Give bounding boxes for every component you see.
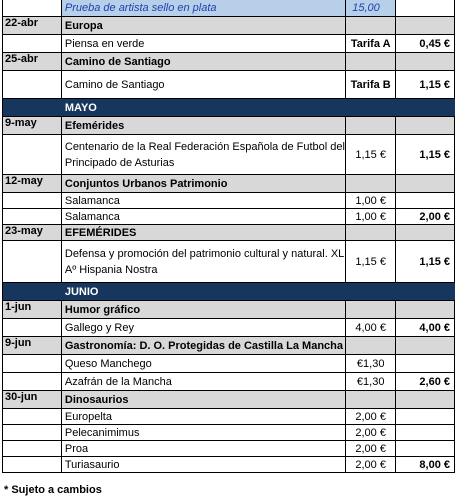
title-cell: Defensa y promoción del patrimonio cultural y natural. XL Aº Hispania Nostra [62,241,346,282]
title-cell: Piensa en verde [62,35,346,52]
stamp-calendar-table [2,0,455,473]
price-cell: 2,00 € [346,441,396,456]
date-cell [3,35,62,52]
title-cell: Prueba de artista sello en plata [62,0,346,16]
price-cell [346,337,396,354]
total-cell: 1,15 € [396,135,455,174]
title-cell: Efemérides [62,117,346,134]
price-cell: 1,15 € [346,241,396,282]
stamp-row [3,409,455,425]
date-cell [3,135,62,174]
date-cell: 12-may [3,175,62,192]
title-cell: Queso Manchego [62,355,346,372]
total-cell [396,0,455,16]
date-cell [3,283,62,300]
total-cell: 8,00 € [396,457,455,472]
date-cell [3,99,62,116]
price-cell [346,283,396,300]
title-cell: Turiasaurio [62,457,346,472]
month-row [3,99,455,117]
date-cell [3,0,62,16]
title-cell: Europa [62,17,346,34]
price-cell: Tarifa B [346,71,396,98]
stamp-row [3,457,455,473]
total-cell [396,355,455,372]
title-cell: Azafrán de la Mancha [62,373,346,390]
stamp-row [3,425,455,441]
title-cell: EFEMÉRIDES [62,225,346,240]
total-cell [396,301,455,318]
stamp-row [3,35,455,53]
date-cell: 23-may [3,225,62,240]
date-cell: 25-abr [3,53,62,70]
price-cell: Tarifa A [346,35,396,52]
issue-header-row [3,17,455,35]
date-cell: 30-jun [3,391,62,408]
stamp-row [3,193,455,209]
price-cell [346,225,396,240]
total-cell: 2,60 € [396,373,455,390]
stamp-row [3,71,455,99]
date-cell [3,241,62,282]
price-cell [346,53,396,70]
price-cell: €1,30 [346,373,396,390]
price-cell: 15,00 [346,0,396,16]
date-cell: 9-may [3,117,62,134]
footnote: * Sujeto a cambios [4,484,102,496]
date-cell [3,373,62,390]
total-cell [396,225,455,240]
title-cell: Centenario de la Real Federación Española de Futbol del Principado de Asturias [62,135,346,174]
total-cell [396,175,455,192]
total-cell [396,283,455,300]
issue-header-row [3,175,455,193]
stamp-row [3,135,455,175]
date-cell [3,71,62,98]
title-cell: MAYO [64,101,97,114]
date-cell [3,409,62,424]
stamp-row [3,319,455,337]
date-cell [3,209,62,224]
title-cell: Dinosaurios [62,391,346,408]
issue-header-row [3,117,455,135]
price-cell [346,301,396,318]
month-row [3,283,455,301]
price-cell: 2,00 € [346,457,396,472]
title-cell: Pelecanimimus [62,425,346,440]
total-cell [396,99,455,116]
total-cell [396,53,455,70]
total-cell: 0,45 € [396,35,455,52]
title-cell: Salamanca [62,193,346,208]
stamp-row [3,355,455,373]
total-cell: 2,00 € [396,209,455,224]
price-cell: 1,15 € [346,135,396,174]
title-cell: Humor gráfico [62,301,346,318]
title-cell: Camino de Santiago [62,71,346,98]
price-cell: 4,00 € [346,319,396,336]
issue-header-row [3,391,455,409]
title-cell: Europelta [62,409,346,424]
price-cell: 1,00 € [346,193,396,208]
total-cell: 1,15 € [396,241,455,282]
date-cell [3,355,62,372]
title-cell: JUNIO [64,285,99,298]
price-cell [346,391,396,408]
total-cell: 4,00 € [396,319,455,336]
total-cell [396,441,455,456]
price-cell: €1,30 [346,355,396,372]
date-cell [3,441,62,456]
stamp-row [3,241,455,283]
date-cell: 1-jun [3,301,62,318]
title-cell: Proa [62,441,346,456]
total-cell: 1,15 € [396,71,455,98]
title-cell: Conjuntos Urbanos Patrimonio [62,175,346,192]
price-cell: 2,00 € [346,409,396,424]
proof-row [3,0,455,17]
stamp-row [3,441,455,457]
date-cell [3,193,62,208]
stamp-row [3,209,455,225]
total-cell [396,337,455,354]
total-cell [396,193,455,208]
date-cell: 9-jun [3,337,62,354]
title-cell: Gallego y Rey [62,319,346,336]
title-cell: Gastronomía: D. O. Protegidas de Castilla La Mancha [62,337,346,354]
date-cell [3,319,62,336]
price-cell [346,175,396,192]
price-cell: 2,00 € [346,425,396,440]
price-cell [346,117,396,134]
title-cell: Camino de Santiago [62,53,346,70]
stamp-row [3,373,455,391]
total-cell [396,409,455,424]
total-cell [396,391,455,408]
total-cell [396,117,455,134]
issue-header-row [3,225,455,241]
title-cell: Salamanca [62,209,346,224]
price-cell: 1,00 € [346,209,396,224]
issue-header-row [3,53,455,71]
total-cell [396,17,455,34]
date-cell [3,425,62,440]
issue-header-row [3,301,455,319]
price-cell [346,17,396,34]
date-cell: 22-abr [3,17,62,34]
date-cell [3,457,62,472]
issue-header-row [3,337,455,355]
price-cell [346,99,396,116]
total-cell [396,425,455,440]
